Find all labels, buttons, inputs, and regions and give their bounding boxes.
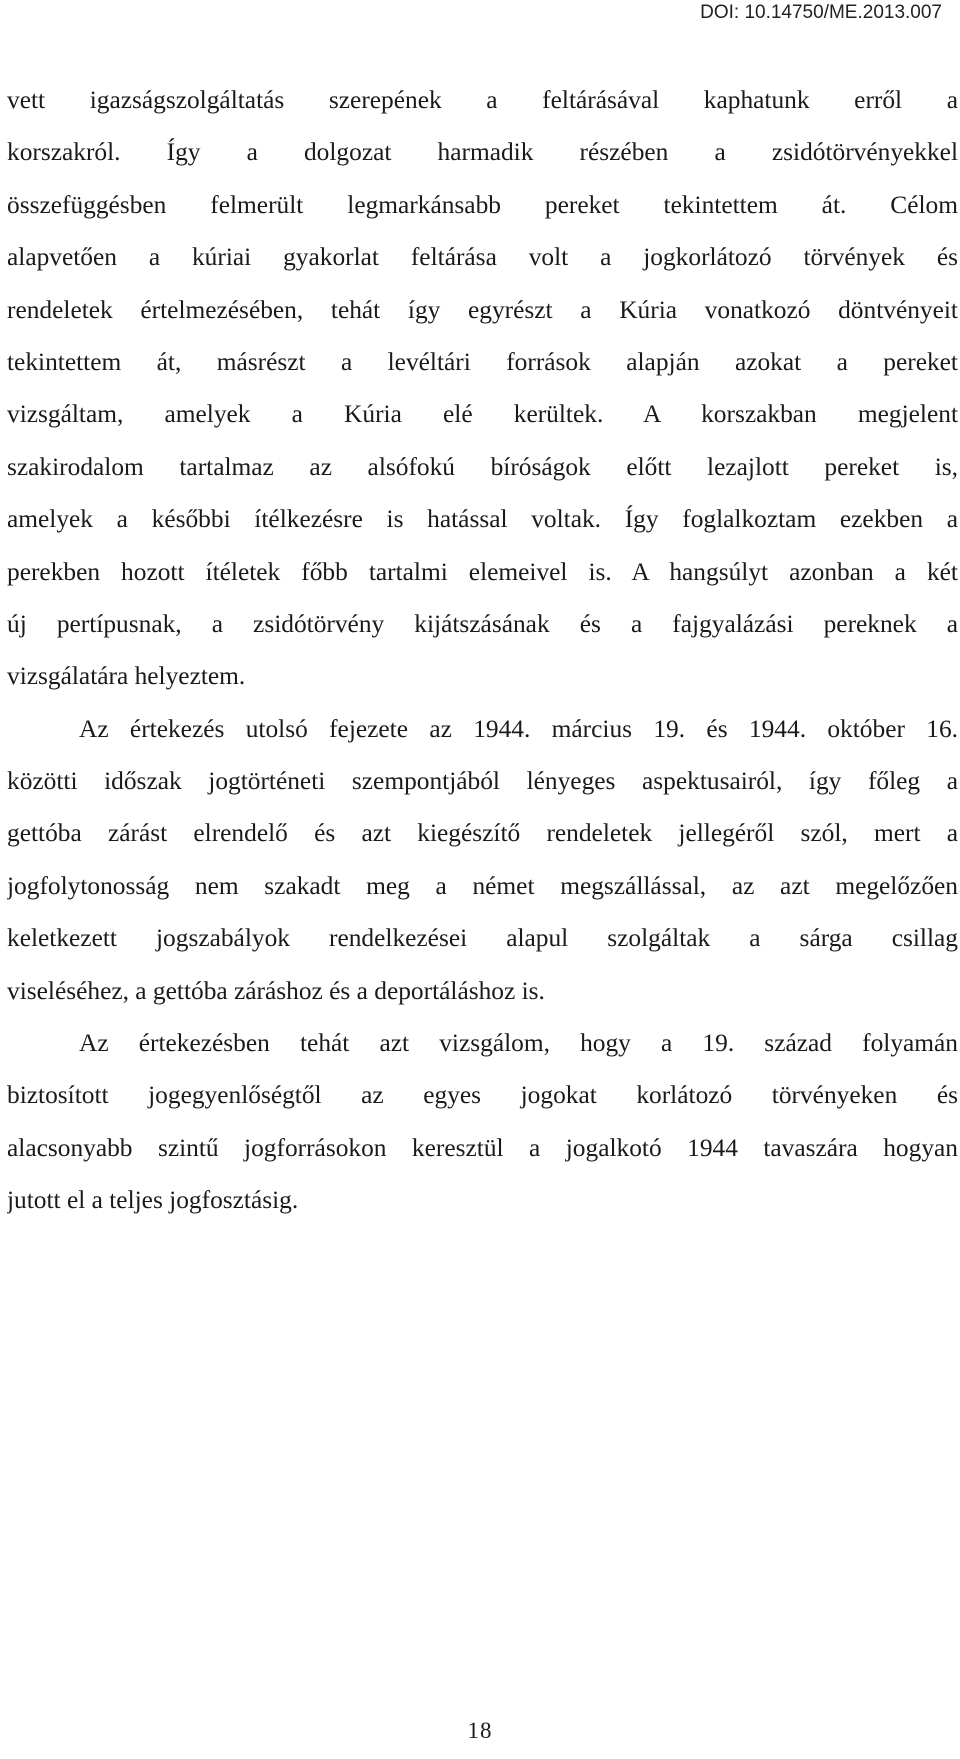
document-body (7, 74, 958, 1227)
text-line: alapvetően a kúriai gyakorlat feltárása volt a jogkorlátozó törvények és (7, 243, 958, 272)
doi-header: DOI: 10.14750/ME.2013.007 (700, 2, 942, 23)
text-line: új pertípusnak, a zsidótörvény kijátszásának és a fajgyalázási pereknek a (7, 609, 958, 638)
text-line: korszakról. Így a dolgozat harmadik részében a zsidótörvényekkel (7, 138, 958, 167)
text-line: alacsonyabb szintű jogforrásokon keresztül a jogalkotó 1944 tavaszára hogyan (7, 1133, 958, 1162)
text-line: gettóba zárást elrendelő és azt kiegészítő rendeletek jellegéről szól, mert a (7, 819, 958, 848)
text-line: jutott el a teljes jogfosztásig. (7, 1186, 299, 1215)
paragraph-1 (7, 74, 958, 703)
text-line: keletkezett jogszabályok rendelkezései alapul szolgáltak a sárga csillag (7, 924, 958, 953)
paragraph-3 (7, 1017, 958, 1227)
text-line: amelyek a későbbi ítélkezésre is hatással voltak. Így foglalkoztam ezekben a (7, 505, 958, 534)
text-line: tekintettem át, másrészt a levéltári források alapján azokat a pereket (7, 347, 958, 376)
text-line: viseléséhez, a gettóba záráshoz és a deportáláshoz is. (7, 976, 545, 1005)
text-line: összefüggésben felmerült legmarkánsabb pereket tekintettem át. Célom (7, 190, 958, 219)
text-line: rendeletek értelmezésében, tehát így egyrészt a Kúria vonatkozó döntvényeit (7, 295, 958, 324)
text-line: jogfolytonosság nem szakadt meg a német megszállással, az azt megelőzően (7, 871, 958, 900)
text-line: szakirodalom tartalmaz az alsófokú bíróságok előtt lezajlott pereket is, (7, 452, 958, 481)
page-number: 18 (467, 1718, 493, 1743)
paragraph-2 (7, 703, 958, 1017)
text-line: Az értekezésben tehát azt vizsgálom, hogy a 19. század folyamán (79, 1029, 958, 1058)
text-line: Az értekezés utolsó fejezete az 1944. március 19. és 1944. október 16. (79, 714, 958, 743)
text-line: biztosított jogegyenlőségtől az egyes jogokat korlátozó törvényeken és (7, 1081, 958, 1110)
text-line: vizsgálatára helyeztem. (7, 662, 246, 691)
text-line: közötti időszak jogtörténeti szempontjából lényeges aspektusairól, így főleg a (7, 767, 958, 796)
text-line: vett igazságszolgáltatás szerepének a feltárásával kaphatunk erről a (7, 86, 958, 114)
text-line: vizsgáltam, amelyek a Kúria elé kerültek. A korszakban megjelent (7, 400, 958, 429)
text-line: perekben hozott ítéletek főbb tartalmi elemeivel is. A hangsúlyt azonban a két (7, 557, 958, 586)
